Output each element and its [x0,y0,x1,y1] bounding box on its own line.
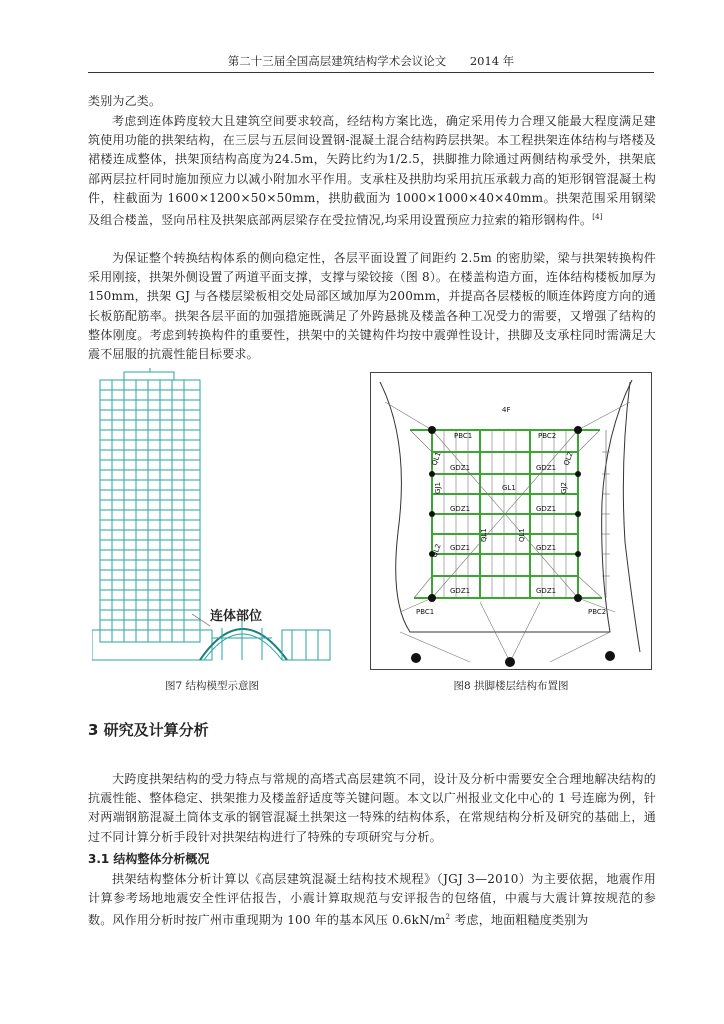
plan-label-ql2-a: QL2 [562,450,575,467]
plan-label-pbc2-bot: PBC2 [588,608,607,616]
plan-label-gj1: GJ1 [434,482,442,494]
header-year: 2014 年 [469,54,515,68]
plan-label-gj2: GJ2 [560,482,568,494]
plan-label-gdz1-a: GDZ1 [450,464,471,472]
paragraph-1-text: 考虑到连体跨度较大且建筑空间要求较高，经结构方案比选，确定采用传力合理又能最大程度满足建筑使用功能的拱架结构，在三层与五层间设置钢-混凝土混合结构跨层拱架。本工程拱架连体结构与塔楼及裙楼连成整体，拱架顶结构高度为24.5m，矢跨比约为1/2.5，拱脚推力除通过两侧结构承受外，拱架底部两层拉杆同时施加预应力以减小附加水平作用。支承柱及拱肋均采用抗压承载力高的矩形钢管混凝土构件，柱截面为 1600×1200×50×50mm，拱肋截面为 1000×1000×40×40mm。拱架范围采用钢梁及组合楼盖，竖向吊柱及拱架底部两层梁存在受拉情况,均采用设置预应力拉索的箱形钢构件。 [88,114,656,228]
header-title: 第二十三届全国高层建筑结构学术会议论文 [227,54,447,68]
plan-label-pbc2-top: PBC2 [538,432,557,440]
plan-label-gdz1-e: GDZ1 [450,544,471,552]
paragraph-0: 类别为乙类。 [88,94,162,108]
figure-8-floor-plan [370,372,652,670]
plan-label-gdz1-d: GDZ1 [536,505,557,513]
paragraph-2: 为保证整个转换结构体系的侧向稳定性，各层平面设置了间距约 2.5m 的密肋梁，梁与拱架转换构件采用刚接，拱架外侧设置了两道平面支撑，支撑与梁铰接（图 8）。在楼盖构造方面，连体结构楼板加厚为150mm，拱架 GJ 与各楼层梁板相交处局部区域加厚为200mm，并提高各层楼板的顺连体跨度方向的通长板筋配筋率。拱架各层平面的加强措施既满足了外跨悬挑及楼盖各种工况受力的需要，又增强了结构的整体刚度。考虑到转换构件的重要性，拱架中的关键构件均按中震弹性设计，拱脚及支承柱同时需满足大震不屈服的抗震性能目标要求。 [88,251,656,362]
paragraph-4 [88,870,656,931]
plan-label-gdz1-f: GDZ1 [536,544,557,552]
plan-label-gdz1-b: GDZ1 [536,464,557,472]
running-header [88,52,654,73]
plan-label-pbc1-top: PBC1 [454,432,473,440]
figure-8-caption: 图8 拱脚楼层结构布置图 [453,680,569,692]
plan-label-gdz1-c: GDZ1 [450,505,471,513]
plan-label-floor: 4F [502,406,511,414]
plan-label-ql1-c: QL1 [518,528,526,542]
plan-label-ql2-b: QL2 [430,542,443,559]
section-3-heading: 3 研究及计算分析 [88,721,209,739]
section-3-1-heading: 3.1 结构整体分析概况 [88,852,210,866]
paragraph-3: 大跨度拱架结构的受力特点与常规的高塔式高层建筑不同，设计及分析中需要安全合理地解决结构的抗震性能、整体稳定、拱架推力及楼盖舒适度等关键问题。本文以广州报业文化中心的 1 号连廊为例，针对两端钢筋混凝土筒体支承的钢管混凝土拱架这一特殊的结构体系，在常规结构分析及研究的基础上，通过不同计算分析手段针对拱架结构进行了特殊的专项研究与分析。 [88,772,656,844]
plan-label-gdz1-h: GDZ1 [536,587,557,595]
figure-7-structure-model [92,368,332,670]
figure-7-caption: 图7 结构模型示意图 [164,680,260,692]
plan-label-gl1: GL1 [502,484,516,492]
paragraph-4-end: 考虑，地面粗糙度类别为 [450,913,589,928]
plan-label-pbc1-bot: PBC1 [416,608,435,616]
paragraph-1 [88,112,656,230]
figure-7-label: 连体部位 [210,609,263,624]
citation-4: [4] [592,213,603,222]
plan-label-ql1-a: QL1 [430,450,443,467]
paragraph-4-text: 拱架结构整体分析计算以《高层建筑混凝土结构技术规程》（JGJ 3—2010）为主要依据，地震作用计算参考场地地震安全性评估报告，小震计算取规范与安评报告的包络值，中震与大震计算按规范的参数。风作用分析时按广州市重现期为 100 年的基本风压 0.6kN/m [88,872,656,928]
plan-label-gdz1-g: GDZ1 [450,587,471,595]
paragraph-4-superscript: 2 [445,913,451,922]
plan-label-ql1-b: QL1 [480,528,488,542]
